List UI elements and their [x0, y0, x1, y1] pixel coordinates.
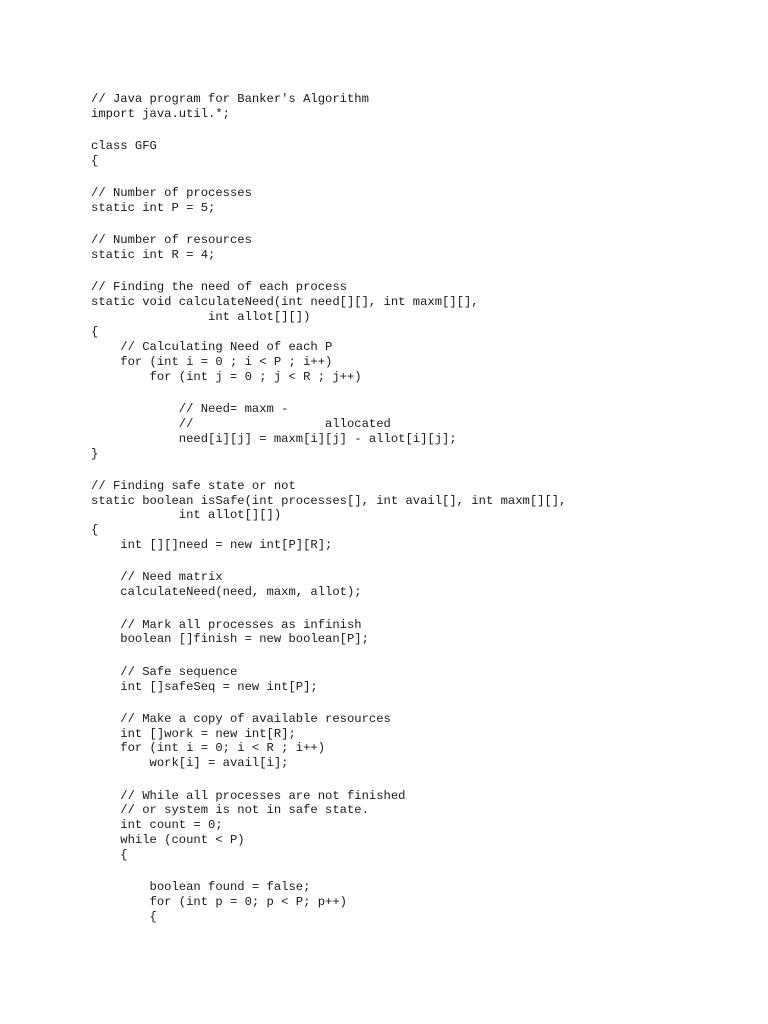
code-line: int [][]need = new int[P][R];	[91, 538, 333, 553]
code-line: static void calculateNeed(int need[][], int maxm[][],	[91, 295, 479, 310]
code-line: static boolean isSafe(int processes[], int avail[], int maxm[][],	[91, 493, 567, 508]
code-line: {	[91, 153, 99, 168]
code-line: int []work = new int[R];	[91, 726, 296, 741]
code-line: work[i] = avail[i];	[91, 756, 289, 771]
code-line: for (int j = 0 ; j < R ; j++)	[91, 369, 362, 384]
code-line: // Finding safe state or not	[91, 478, 296, 493]
code-line: // or system is not in safe state.	[91, 803, 369, 818]
code-line: boolean found = false;	[91, 880, 311, 895]
code-line: // Make a copy of available resources	[91, 711, 391, 726]
code-line: {	[91, 523, 99, 538]
blank-line	[91, 647, 731, 664]
code-line: int allot[][])	[91, 310, 311, 325]
code-line: class GFG	[91, 139, 157, 154]
code-line: need[i][j] = maxm[i][j] - allot[i][j];	[91, 431, 457, 446]
code-line: {	[91, 910, 157, 925]
code-line: {	[91, 324, 99, 339]
code-line: import java.util.*;	[91, 106, 230, 121]
code-line: boolean []finish = new boolean[P];	[91, 632, 369, 647]
blank-line	[91, 461, 731, 478]
code-line: // Calculating Need of each P	[91, 339, 333, 354]
code-line: // Need matrix	[91, 570, 223, 585]
blank-line	[91, 553, 731, 570]
blank-line	[91, 385, 731, 402]
blank-line	[91, 863, 731, 880]
code-line: for (int i = 0 ; i < P ; i++)	[91, 354, 333, 369]
code-line: // Number of processes	[91, 186, 252, 201]
blank-line	[91, 600, 731, 617]
code-line: int []safeSeq = new int[P];	[91, 679, 318, 694]
code-line: int count = 0;	[91, 818, 223, 833]
code-line: // Need= maxm -	[91, 401, 289, 416]
blank-line	[91, 122, 731, 139]
blank-line	[91, 263, 731, 280]
code-line: // Safe sequence	[91, 664, 238, 679]
code-line: // Java program for Banker's Algorithm	[91, 92, 369, 106]
java-code-listing	[91, 92, 731, 925]
blank-line	[91, 216, 731, 233]
code-line: {	[91, 848, 128, 863]
code-line: // Number of resources	[91, 233, 252, 248]
code-line: }	[91, 446, 99, 461]
code-line: // Mark all processes as infinish	[91, 617, 362, 632]
blank-line	[91, 771, 731, 788]
code-line: for (int i = 0; i < R ; i++)	[91, 741, 326, 756]
blank-line	[91, 169, 731, 186]
code-line: for (int p = 0; p < P; p++)	[91, 895, 347, 910]
code-line: int allot[][])	[91, 508, 282, 523]
code-line: while (count < P)	[91, 833, 245, 848]
code-line: // allocated	[91, 416, 391, 431]
blank-line	[91, 694, 731, 711]
code-line: // Finding the need of each process	[91, 280, 347, 295]
code-line: static int P = 5;	[91, 201, 216, 216]
code-line: static int R = 4;	[91, 248, 216, 263]
code-line: // While all processes are not finished	[91, 788, 406, 803]
code-line: calculateNeed(need, maxm, allot);	[91, 585, 362, 600]
